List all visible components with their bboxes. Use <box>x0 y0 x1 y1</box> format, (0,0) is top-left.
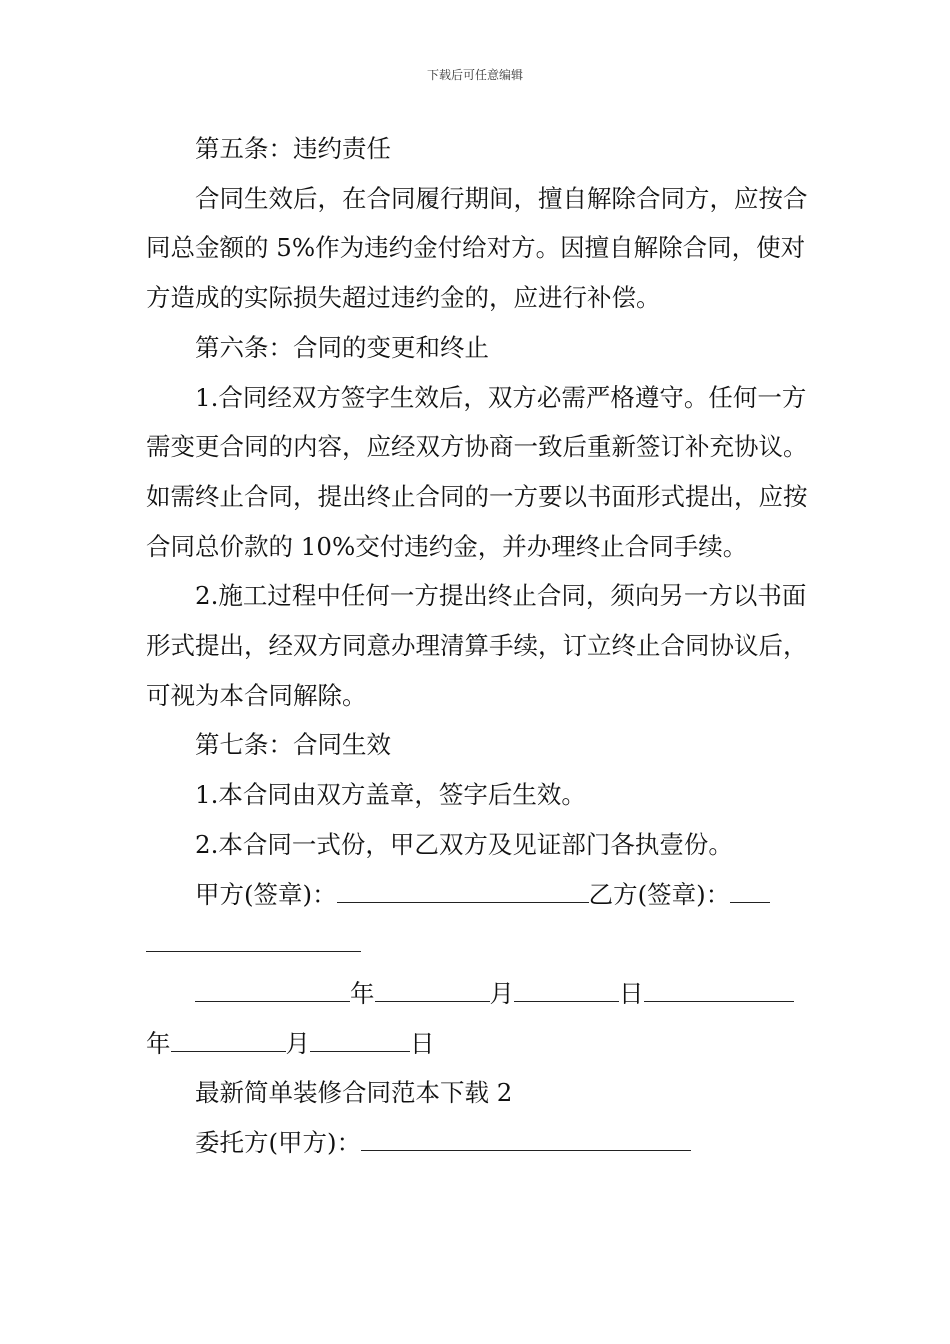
date-line-party-b <box>146 1019 818 1069</box>
year-label-b: 年 <box>146 1028 171 1058</box>
month-label-a: 月 <box>489 978 514 1008</box>
article-6-item-2: 2.施工过程中任何一方提出终止合同，须向另一方以书面形式提出，经双方同意办理清算手续，订立终止合同协议后，可视为本合同解除。 <box>146 581 808 710</box>
day-blank-a[interactable] <box>514 979 619 1002</box>
year-blank-b[interactable] <box>644 979 794 1002</box>
month-blank-b[interactable] <box>171 1029 286 1052</box>
article-6-title: 第六条：合同的变更和终止 <box>195 332 489 362</box>
article-5-body: 合同生效后，在合同履行期间，擅自解除合同方，应按合同总金额的 5%作为违约金付给对方。因擅自解除合同，使对方造成的实际损失超过违约金的，应进行补偿。 <box>146 183 808 313</box>
client-blank[interactable] <box>361 1128 691 1151</box>
month-label-b: 月 <box>285 1028 310 1058</box>
article-7-item-1: 1.本合同由双方盖章，签字后生效。 <box>195 780 586 810</box>
article-6-item-1: 1.合同经双方签字生效后，双方必需严格遵守。任何一方需变更合同的内容，应经双方协商一致后重新签订补充协议。如需终止合同，提出终止合同的一方要以书面形式提出，应按合同总价款的 10%交付违约金，并办理终止合同手续。 <box>146 382 808 561</box>
article-5-title: 第五条：违约责任 <box>195 134 391 163</box>
contract-body <box>146 124 818 1168</box>
month-blank-a[interactable] <box>375 979 490 1002</box>
client-line <box>146 1118 818 1168</box>
year-blank-a[interactable] <box>195 979 350 1002</box>
article-7-item-2: 2.本合同一式份，甲乙双方及见证部门各执壹份。 <box>195 829 733 859</box>
client-label: 委托方(甲方)： <box>195 1128 362 1158</box>
next-document-title: 最新简单装修合同范本下载 2 <box>195 1078 513 1108</box>
party-a-sign-blank[interactable] <box>337 880 589 903</box>
date-line-party-a <box>146 969 818 1019</box>
article-7-title: 第七条：合同生效 <box>195 730 391 760</box>
day-blank-b[interactable] <box>310 1029 410 1052</box>
party-b-sign-label: 乙方(签章)： <box>588 879 731 909</box>
day-label-b: 日 <box>410 1028 435 1058</box>
year-label-a: 年 <box>350 978 375 1008</box>
page-header: 下载后可任意编辑 <box>426 68 523 82</box>
party-a-sign-label: 甲方(签章)： <box>195 879 337 909</box>
signature-line-continued <box>146 919 818 969</box>
party-b-sign-blank-start[interactable] <box>730 880 770 903</box>
signature-line <box>146 870 818 920</box>
day-label-a: 日 <box>619 978 644 1008</box>
party-b-sign-blank-end[interactable] <box>146 929 361 952</box>
